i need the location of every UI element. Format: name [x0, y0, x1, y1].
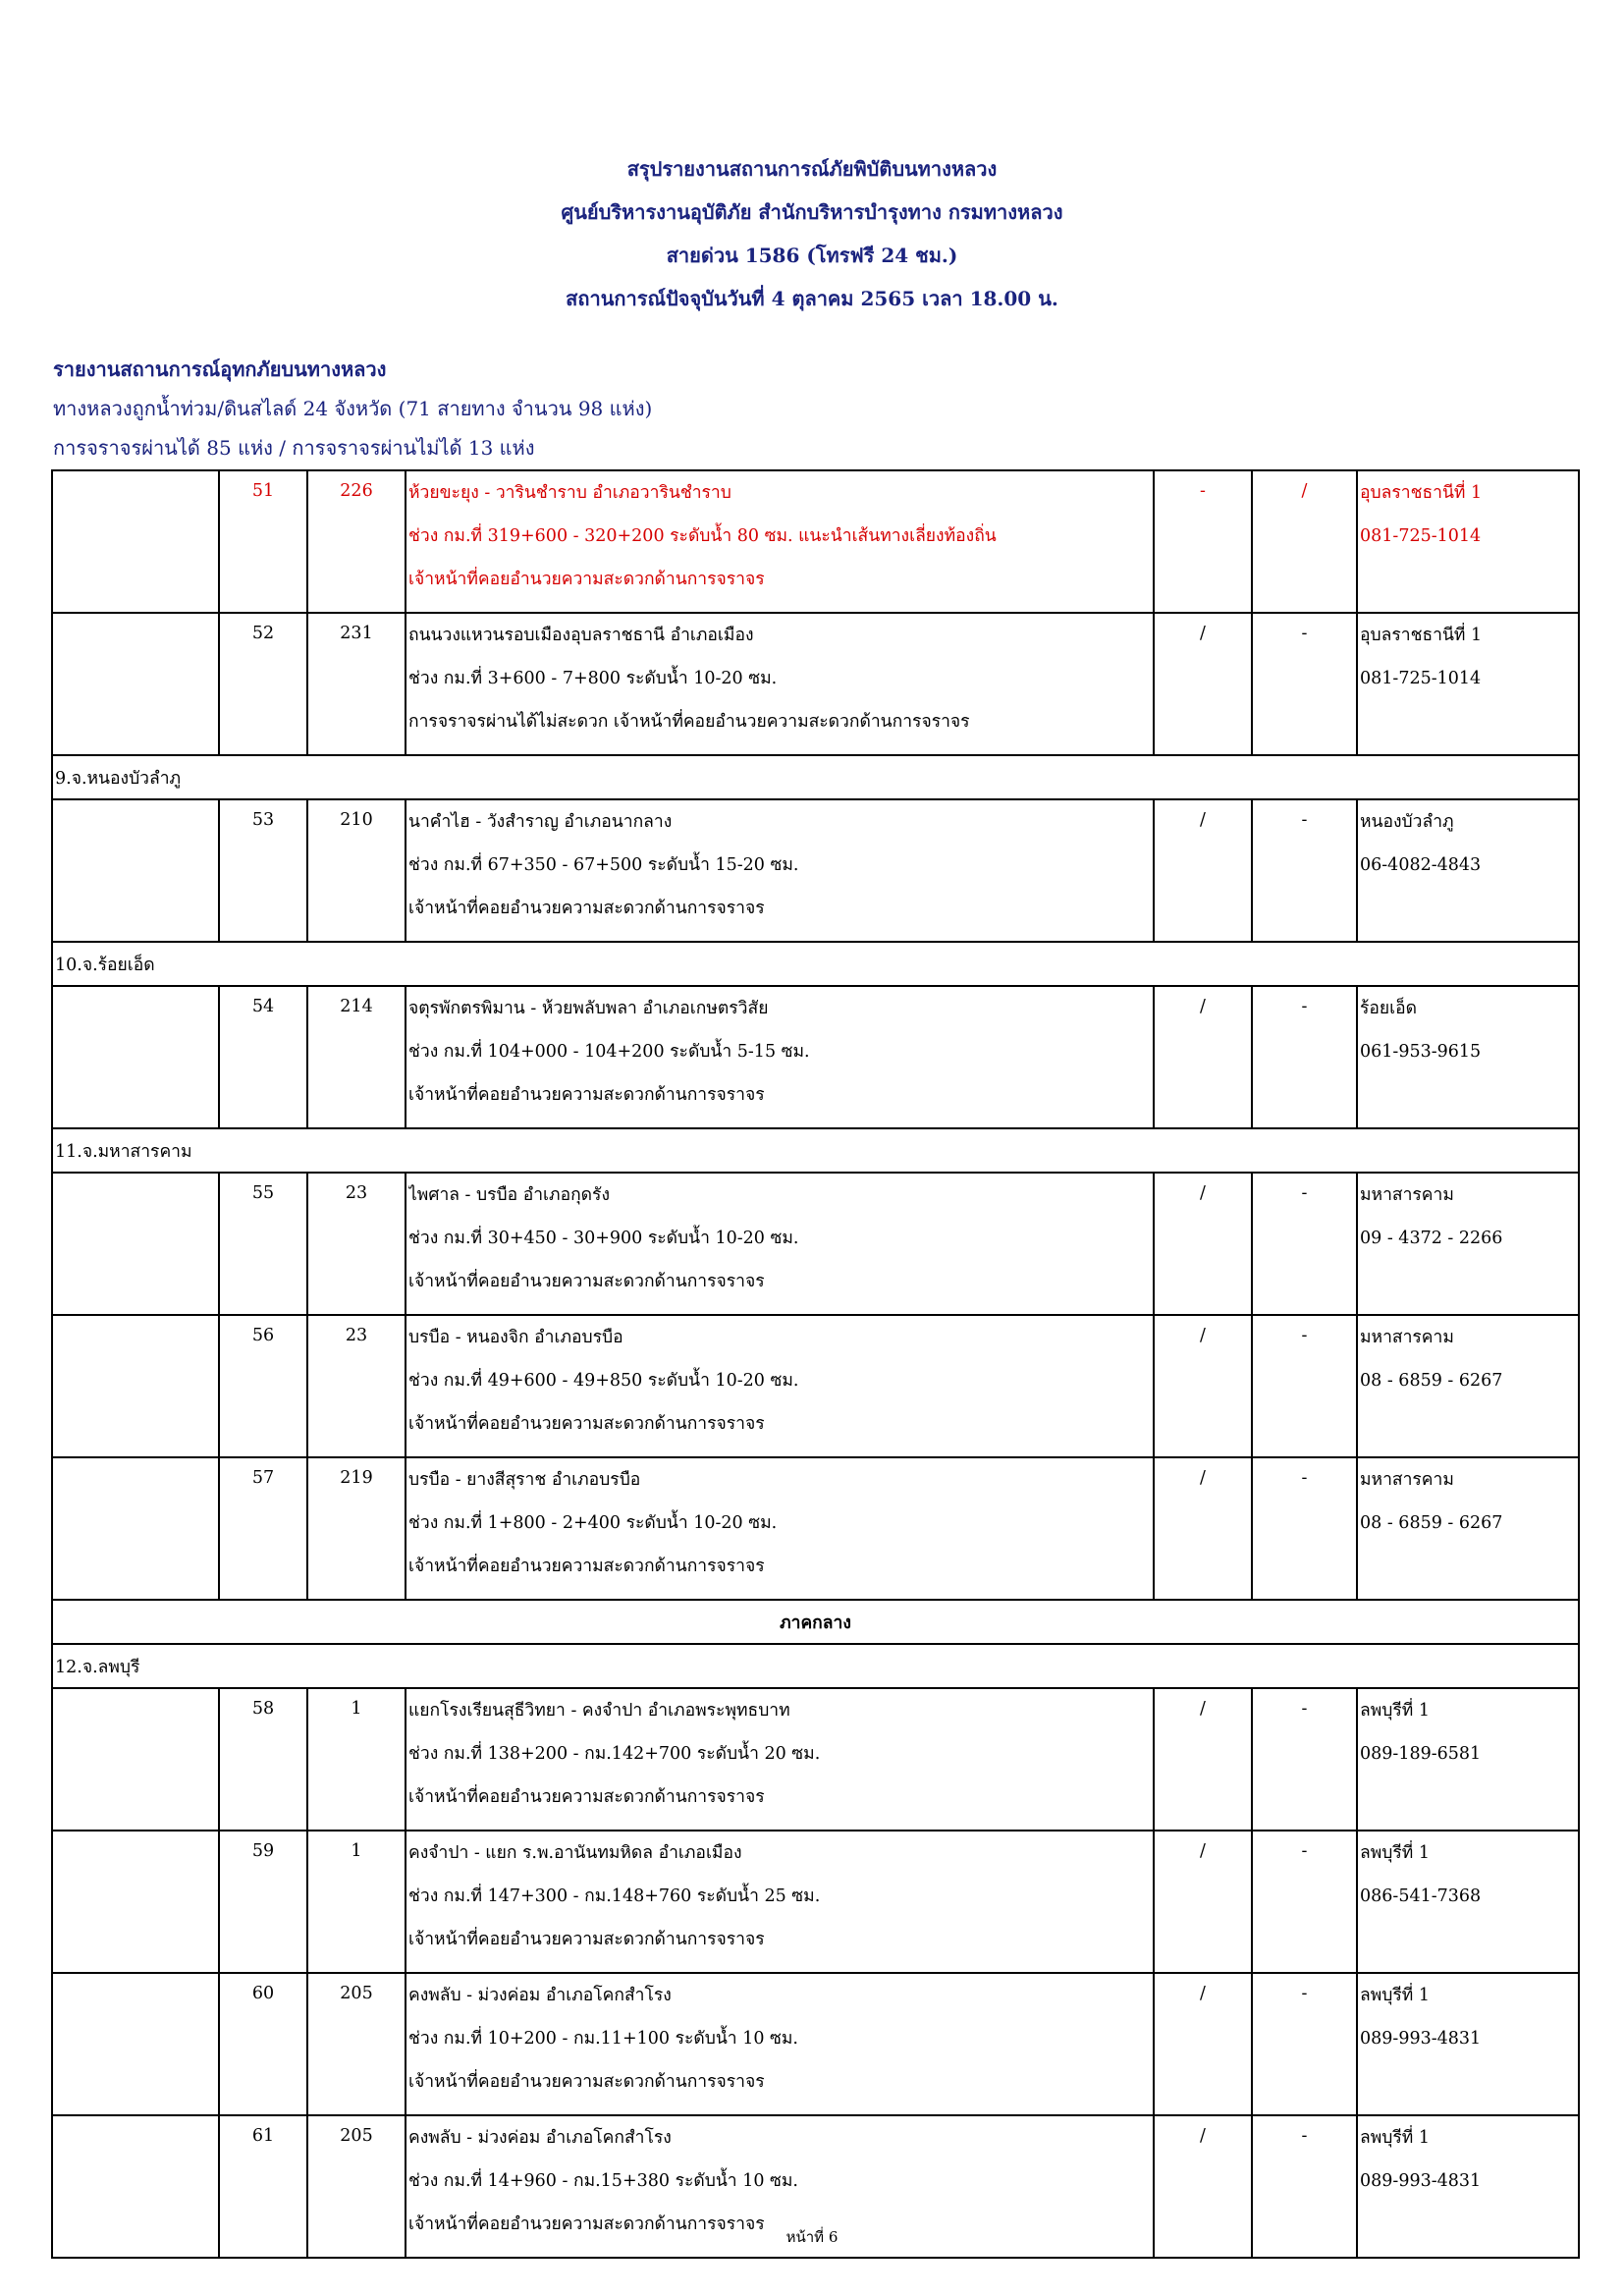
page-number: หน้าที่ 6: [785, 2228, 839, 2246]
blank-cell: [52, 1315, 219, 1457]
item-number: 58: [219, 1688, 307, 1831]
region-label: ภาคกลาง: [52, 1600, 1579, 1644]
contact-phone: 081-725-1014: [1360, 526, 1482, 546]
item-number: 55: [219, 1173, 307, 1315]
impassable-mark: -: [1252, 613, 1357, 755]
contact-info: [1357, 1973, 1579, 2115]
location-name: บรบือ - หนองจิก อำเภอบรบือ: [408, 1328, 623, 1347]
district-office: อุบลราชธานีที่ 1: [1360, 483, 1483, 503]
province-row: [52, 1644, 1579, 1688]
contact-phone: 081-725-1014: [1360, 669, 1482, 688]
contact-info: [1357, 1688, 1579, 1831]
table-row: [52, 613, 1579, 755]
route-number: 219: [307, 1457, 406, 1600]
district-office: ลพบุรีที่ 1: [1360, 2128, 1430, 2148]
location-name: ห้วยขะยุง - วารินชำราบ อำเภอวารินชำราบ: [408, 483, 731, 503]
passable-mark: -: [1154, 470, 1252, 613]
item-number: 60: [219, 1973, 307, 2115]
impassable-mark: -: [1252, 1831, 1357, 1973]
table-row: [52, 1457, 1579, 1600]
blank-cell: [52, 1831, 219, 1973]
contact-phone: 061-953-9615: [1360, 1042, 1482, 1062]
route-number: 214: [307, 986, 406, 1128]
blank-cell: [52, 799, 219, 942]
location-name: บรบือ - ยางสีสุราช อำเภอบรบือ: [408, 1470, 641, 1490]
location-description: [406, 1831, 1154, 1973]
location-detail: ช่วง กม.ที่ 138+200 - กม.142+700 ระดับน้ำ 20 ซม.: [408, 1744, 821, 1764]
location-description: [406, 470, 1154, 613]
report-hotline: สายด่วน 1586 (โทรฟรี 24 ชม.): [666, 244, 958, 267]
location-description: [406, 1315, 1154, 1457]
item-number: 61: [219, 2115, 307, 2258]
impassable-mark: -: [1252, 799, 1357, 942]
route-number: 205: [307, 1973, 406, 2115]
location-note: เจ้าหน้าที่คอยอำนวยความสะดวกด้านการจราจร: [408, 1272, 765, 1291]
table-row: [52, 1173, 1579, 1315]
report-timestamp: สถานการณ์ปัจจุบันวันที่ 4 ตุลาคม 2565 เวลา 18.00 น.: [566, 287, 1058, 310]
location-note: เจ้าหน้าที่คอยอำนวยความสะดวกด้านการจราจร: [408, 2072, 765, 2092]
item-number: 51: [219, 470, 307, 613]
route-number: 1: [307, 1688, 406, 1831]
district-office: หนองบัวลำภู: [1360, 812, 1454, 832]
blank-cell: [52, 1973, 219, 2115]
location-note: เจ้าหน้าที่คอยอำนวยความสะดวกด้านการจราจร: [408, 899, 765, 918]
location-description: [406, 986, 1154, 1128]
table-row: [52, 799, 1579, 942]
contact-info: [1357, 1457, 1579, 1600]
summary-title: รายงานสถานการณ์อุทกภัยบนทางหลวง: [53, 357, 387, 381]
report-agency: ศูนย์บริหารงานอุบัติภัย สำนักบริหารบำรุงทาง กรมทางหลวง: [561, 200, 1063, 224]
location-note: เจ้าหน้าที่คอยอำนวยความสะดวกด้านการจราจร: [408, 2214, 765, 2234]
location-detail: ช่วง กม.ที่ 147+300 - กม.148+760 ระดับน้ำ 25 ซม.: [408, 1886, 821, 1906]
impassable-mark: -: [1252, 1973, 1357, 2115]
blank-cell: [52, 613, 219, 755]
contact-phone: 086-541-7368: [1360, 1886, 1482, 1906]
location-description: [406, 1457, 1154, 1600]
report-header: [0, 147, 1624, 320]
item-number: 59: [219, 1831, 307, 1973]
district-office: มหาสารคาม: [1360, 1328, 1454, 1347]
route-number: 210: [307, 799, 406, 942]
district-office: ลพบุรีที่ 1: [1360, 1701, 1430, 1721]
location-note: เจ้าหน้าที่คอยอำนวยความสะดวกด้านการจราจร: [408, 570, 765, 589]
impassable-mark: -: [1252, 1457, 1357, 1600]
passable-mark: /: [1154, 613, 1252, 755]
location-detail: ช่วง กม.ที่ 67+350 - 67+500 ระดับน้ำ 15-20 ซม.: [408, 855, 799, 875]
location-description: [406, 1688, 1154, 1831]
table-row: [52, 986, 1579, 1128]
contact-phone: 06-4082-4843: [1360, 855, 1482, 875]
contact-info: [1357, 1831, 1579, 1973]
province-row: [52, 942, 1579, 986]
location-detail: ช่วง กม.ที่ 319+600 - 320+200 ระดับน้ำ 80 ซม. แนะนำเส้นทางเลี่ยงท้องถิ่น: [408, 526, 997, 546]
location-description: [406, 1973, 1154, 2115]
location-name: คงพลับ - ม่วงค่อม อำเภอโคกสำโรง: [408, 2128, 672, 2148]
location-note: เจ้าหน้าที่คอยอำนวยความสะดวกด้านการจราจร: [408, 1787, 765, 1807]
summary-affected: ทางหลวงถูกน้ำท่วม/ดินสไลด์ 24 จังหวัด (71 สายทาง จำนวน 98 แห่ง): [53, 397, 653, 420]
passable-mark: /: [1154, 799, 1252, 942]
location-description: [406, 613, 1154, 755]
table-row: [52, 1973, 1579, 2115]
contact-phone: 08 - 6859 - 6267: [1360, 1513, 1503, 1533]
passable-mark: /: [1154, 1688, 1252, 1831]
blank-cell: [52, 470, 219, 613]
location-name: ถนนวงแหวนรอบเมืองอุบลราชธานี อำเภอเมือง: [408, 626, 754, 645]
contact-phone: 089-189-6581: [1360, 1744, 1482, 1764]
item-number: 57: [219, 1457, 307, 1600]
province-label: 9.จ.หนองบัวลำภู: [52, 755, 1579, 799]
item-number: 53: [219, 799, 307, 942]
province-label: 11.จ.มหาสารคาม: [52, 1128, 1579, 1173]
flood-summary: [53, 350, 652, 467]
contact-phone: 089-993-4831: [1360, 2171, 1482, 2191]
flood-table: [51, 469, 1580, 2259]
location-description: [406, 1173, 1154, 1315]
location-note: เจ้าหน้าที่คอยอำนวยความสะดวกด้านการจราจร: [408, 1414, 765, 1434]
location-detail: ช่วง กม.ที่ 10+200 - กม.11+100 ระดับน้ำ 10 ซม.: [408, 2029, 798, 2049]
contact-info: [1357, 470, 1579, 613]
province-label: 12.จ.ลพบุรี: [52, 1644, 1579, 1688]
impassable-mark: -: [1252, 1173, 1357, 1315]
summary-traffic: การจราจรผ่านได้ 85 แห่ง / การจราจรผ่านไม่ได้ 13 แห่ง: [53, 436, 535, 460]
route-number: 231: [307, 613, 406, 755]
blank-cell: [52, 986, 219, 1128]
location-detail: ช่วง กม.ที่ 1+800 - 2+400 ระดับน้ำ 10-20 ซม.: [408, 1513, 778, 1533]
impassable-mark: -: [1252, 2115, 1357, 2258]
district-office: มหาสารคาม: [1360, 1470, 1454, 1490]
location-detail: ช่วง กม.ที่ 14+960 - กม.15+380 ระดับน้ำ 10 ซม.: [408, 2171, 798, 2191]
route-number: 226: [307, 470, 406, 613]
location-description: [406, 799, 1154, 942]
district-office: อุบลราชธานีที่ 1: [1360, 626, 1483, 645]
passable-mark: /: [1154, 1973, 1252, 2115]
blank-cell: [52, 1457, 219, 1600]
district-office: ร้อยเอ็ด: [1360, 999, 1418, 1018]
location-name: ไพศาล - บรบือ อำเภอกุดรัง: [408, 1185, 610, 1205]
table-row: [52, 1315, 1579, 1457]
impassable-mark: -: [1252, 1688, 1357, 1831]
district-office: มหาสารคาม: [1360, 1185, 1454, 1205]
contact-info: [1357, 613, 1579, 755]
location-name: คงจำปา - แยก ร.พ.อานันทมหิดล อำเภอเมือง: [408, 1843, 742, 1863]
province-row: [52, 755, 1579, 799]
contact-info: [1357, 1315, 1579, 1457]
passable-mark: /: [1154, 986, 1252, 1128]
province-row: [52, 1128, 1579, 1173]
passable-mark: /: [1154, 1831, 1252, 1973]
location-note: เจ้าหน้าที่คอยอำนวยความสะดวกด้านการจราจร: [408, 1930, 765, 1949]
passable-mark: /: [1154, 2115, 1252, 2258]
contact-phone: 09 - 4372 - 2266: [1360, 1229, 1503, 1248]
province-label: 10.จ.ร้อยเอ็ด: [52, 942, 1579, 986]
passable-mark: /: [1154, 1173, 1252, 1315]
route-number: 1: [307, 1831, 406, 1973]
impassable-mark: -: [1252, 986, 1357, 1128]
route-number: 23: [307, 1315, 406, 1457]
location-name: จตุรพักตรพิมาน - ห้วยพลับพลา อำเภอเกษตรวิสัย: [408, 999, 769, 1018]
report-title: สรุปรายงานสถานการณ์ภัยพิบัติบนทางหลวง: [626, 157, 998, 181]
blank-cell: [52, 1173, 219, 1315]
table-row: [52, 1688, 1579, 1831]
item-number: 54: [219, 986, 307, 1128]
district-office: ลพบุรีที่ 1: [1360, 1986, 1430, 2005]
location-detail: ช่วง กม.ที่ 3+600 - 7+800 ระดับน้ำ 10-20 ซม.: [408, 669, 778, 688]
table-row: [52, 1831, 1579, 1973]
location-note: เจ้าหน้าที่คอยอำนวยความสะดวกด้านการจราจร: [408, 1085, 765, 1105]
flood-table-body: [52, 470, 1579, 2258]
contact-info: [1357, 799, 1579, 942]
route-number: 23: [307, 1173, 406, 1315]
blank-cell: [52, 1688, 219, 1831]
impassable-mark: /: [1252, 470, 1357, 613]
item-number: 56: [219, 1315, 307, 1457]
location-name: คงพลับ - ม่วงค่อม อำเภอโคกสำโรง: [408, 1986, 672, 2005]
location-name: นาคำไฮ - วังสำราญ อำเภอนากลาง: [408, 812, 673, 832]
item-number: 52: [219, 613, 307, 755]
district-office: ลพบุรีที่ 1: [1360, 1843, 1430, 1863]
location-detail: ช่วง กม.ที่ 104+000 - 104+200 ระดับน้ำ 5-15 ซม.: [408, 1042, 810, 1062]
table-row: [52, 470, 1579, 613]
passable-mark: /: [1154, 1315, 1252, 1457]
location-name: แยกโรงเรียนสุธีวิทยา - คงจำปา อำเภอพระพุทธบาท: [408, 1701, 790, 1721]
location-note: การจราจรผ่านได้ไม่สะดวก เจ้าหน้าที่คอยอำนวยความสะดวกด้านการจราจร: [408, 712, 970, 732]
region-row: [52, 1600, 1579, 1644]
impassable-mark: -: [1252, 1315, 1357, 1457]
contact-info: [1357, 986, 1579, 1128]
contact-info: [1357, 1173, 1579, 1315]
location-note: เจ้าหน้าที่คอยอำนวยความสะดวกด้านการจราจร: [408, 1557, 765, 1576]
location-detail: ช่วง กม.ที่ 49+600 - 49+850 ระดับน้ำ 10-20 ซม.: [408, 1371, 799, 1391]
location-detail: ช่วง กม.ที่ 30+450 - 30+900 ระดับน้ำ 10-20 ซม.: [408, 1229, 799, 1248]
contact-phone: 08 - 6859 - 6267: [1360, 1371, 1503, 1391]
contact-phone: 089-993-4831: [1360, 2029, 1482, 2049]
route-number: 205: [307, 2115, 406, 2258]
passable-mark: /: [1154, 1457, 1252, 1600]
